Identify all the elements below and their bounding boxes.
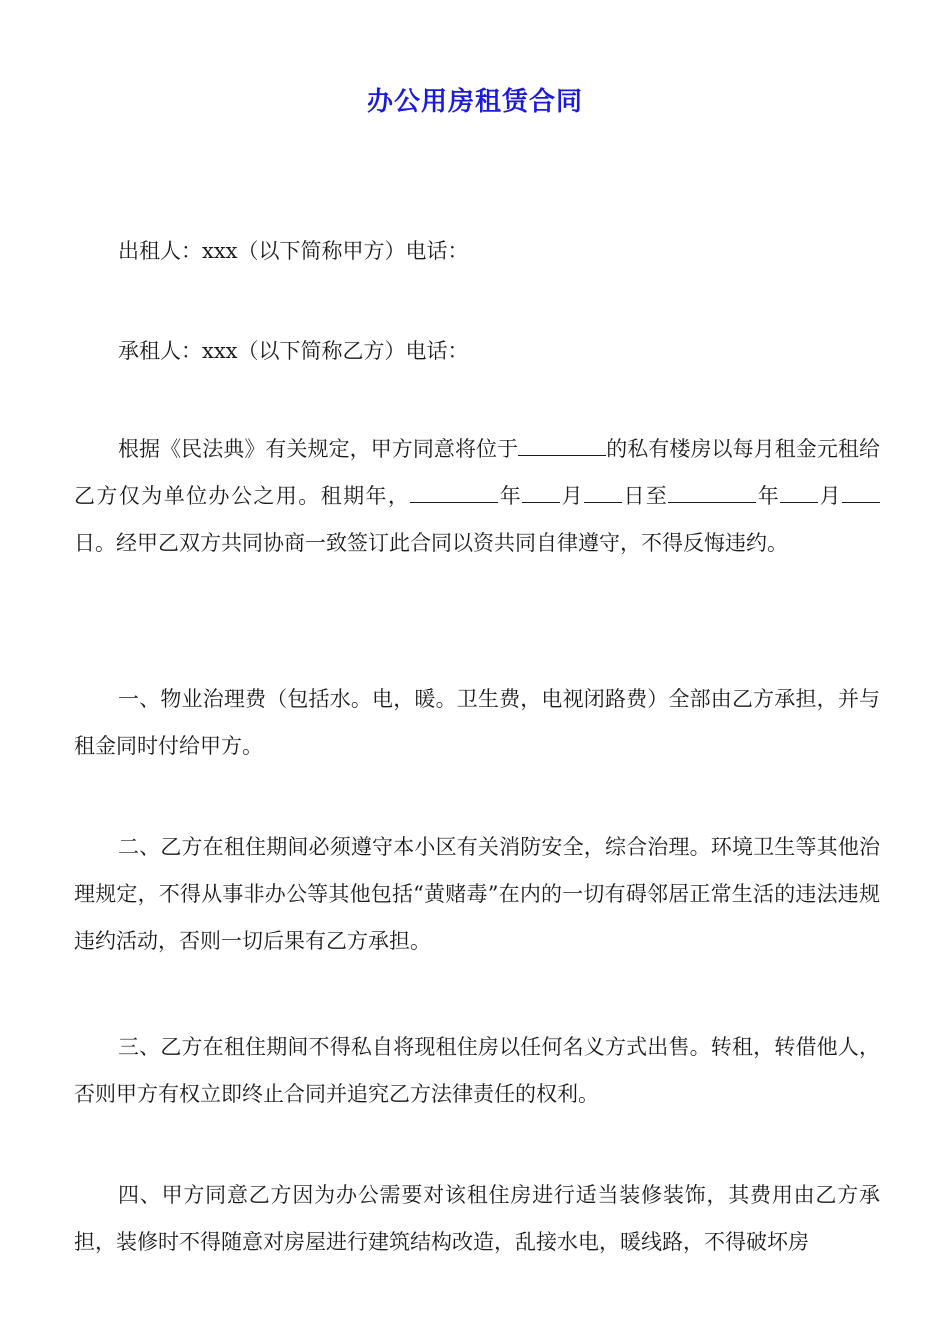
start-month-blank xyxy=(522,484,560,503)
end-month-blank xyxy=(780,484,818,503)
intro-text-1: 根据《民法典》有关规定，甲方同意将位于 xyxy=(118,437,519,461)
document-title: 办公用房租赁合同 xyxy=(366,87,583,117)
intro-text-2: 的私有楼房以每月租金元租给乙方仅为单位办公之用。租期年， xyxy=(74,437,880,508)
intro-text-6: 年 xyxy=(756,484,781,508)
intro-paragraph xyxy=(74,426,880,567)
clause-1: 一、物业治理费（包括水。电，暖。卫生费，电视闭路费）全部由乙方承担，并与租金同时付给甲方。 xyxy=(74,687,880,758)
clause-2: 二、乙方在租住期间必须遵守本小区有关消防安全，综合治理。环境卫生等其他治理规定，不得从事非办公等其他包括“黄赌毒”在内的一切有碍邻居正常生活的违法违规违约活动，否则一切后果有乙方承担。 xyxy=(74,835,880,953)
intro-text-5: 日至 xyxy=(622,484,669,508)
end-year-blank xyxy=(668,484,756,503)
end-day-blank xyxy=(842,484,880,503)
clause-4: 四、甲方同意乙方因为办公需要对该租住房进行适当装修装饰，其费用由乙方承担，装修时不得随意对房屋进行建筑结构改造，乱接水电，暖线路，不得破坏房 xyxy=(74,1183,880,1254)
lessor-line: 出租人：xxx（以下简称甲方）电话： xyxy=(118,239,469,263)
lessee-line: 承租人：xxx（以下简称乙方）电话： xyxy=(118,339,469,363)
start-year-blank xyxy=(410,484,498,503)
start-day-blank xyxy=(584,484,622,503)
location-blank xyxy=(518,437,606,456)
intro-text-8: 日。经甲乙双方共同协商一致签订此合同以资共同自律遵守，不得反悔违约。 xyxy=(74,531,788,555)
clause-3: 三、乙方在租住期间不得私自将现租住房以任何名义方式出售。转租，转借他人，否则甲方有权立即终止合同并追究乙方法律责任的权利。 xyxy=(74,1035,880,1106)
intro-text-3: 年 xyxy=(498,484,523,508)
intro-text-4: 月 xyxy=(560,484,585,508)
intro-text-7: 月 xyxy=(818,484,843,508)
